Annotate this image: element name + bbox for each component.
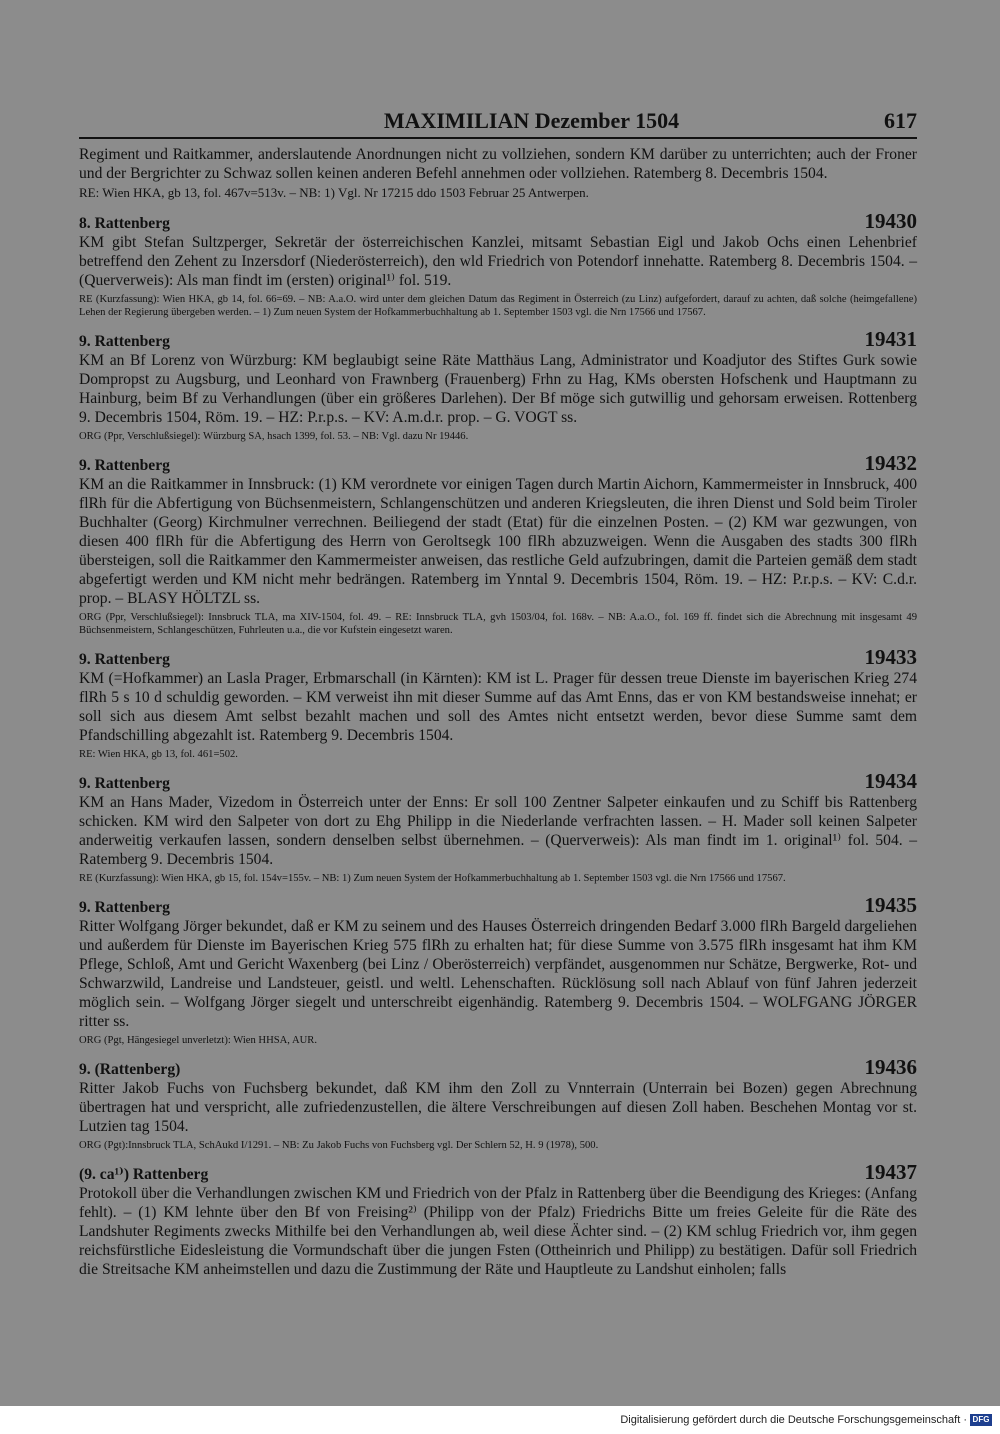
footer-text: Digitalisierung gefördert durch die Deutsche Forschungsgemeinschaft · xyxy=(620,1414,967,1426)
regest-entry xyxy=(79,647,917,761)
footer xyxy=(620,1414,992,1426)
entry-number: 19437 xyxy=(864,1160,917,1184)
entry-number: 19436 xyxy=(864,1055,917,1079)
page-content xyxy=(79,108,917,1279)
entry-header xyxy=(79,453,917,475)
regest-entry xyxy=(79,771,917,885)
entry-note: RE: Wien HKA, gb 13, fol. 461=502. xyxy=(79,749,238,760)
regest-entry xyxy=(79,453,917,637)
entry-number: 19434 xyxy=(864,769,917,793)
entry-header xyxy=(79,895,917,917)
regest-entry xyxy=(79,1057,917,1152)
entry-text: KM (=Hofkammer) an Lasla Prager, Erbmarschall (in Kärnten): KM ist L. Prager für dessen treue Dienste im bayerischen Krieg 274 flRh 5 s 10 d schuldig geworden. – KM verweist ihn mit dieser Summe auf das Amt Enns, das er von KM bestandsweise innehat; er soll sich aus diesem Amt selbst bezahlt machen und soll des Amtes nicht entsetzt werden, bevor diese Summe samt dem Pfandschilling abgezahlt ist. Ratemberg 9. Decembris 1504. xyxy=(79,670,917,744)
entry-list xyxy=(79,211,917,1279)
entry-number: 19433 xyxy=(864,645,917,669)
entry-note: RE (Kurzfassung): Wien HKA, gb 15, fol. 154v=155v. – NB: 1) Zum neuen System der Hofkammerbuchhaltung ab 1. September 1503 vgl. die Nrn 17566 und 17567. xyxy=(79,873,786,884)
entry-text: KM an die Raitkammer in Innsbruck: (1) KM verordnete vor einigen Tagen durch Martin Aichorn, Kammermeister in Innsbruck, 400 flRh für die Abfertigung von Büchsenmeistern, Schlangenschützen und anderen Kriegsleuten, die ihren Dienst und Sold beim Tiroler Buchhalter (Georg) Kirchmulner verrechnen. Beiliegend der stadt (Etat) für die einzelnen Posten. – (2) KM war gezwungen, von diesen 400 flRh für die Abfertigung des Herrn von Geroltsegk 100 flRh abzuzweigen. Wenn die Ausgaben des stadts 300 flRh übersteigen, soll die Raitkammer den Kammermeister anweisen, das restliche Geld aufzubringen, damit die Parteien gemäß dem stadt abgefertigt werden und KM nicht mehr bedrängen. Ratemberg im Ynntal 9. Decembris 1504, Röm. 19. – HZ: P.r.p.s. – KV: C.d.r. prop. – BLASY HÖLTZL ss. xyxy=(79,476,917,607)
entry-number: 19431 xyxy=(864,327,917,351)
regest-entry xyxy=(79,211,917,319)
entry-text: Ritter Wolfgang Jörger bekundet, daß er KM zu seinem und des Hauses Österreich dringenden Bedarf 3.000 flRh Bargeld dargeliehen und außerdem für Dienste im Bayerischen Krieg 575 flRh zu erhalten hat; für diese Summe von 3.575 flRh insgesamt hat ihm KM Pflege, Schloß, Amt und Gericht Waxenberg (bei Linz / Oberösterreich) verpfändet, ausgenommen nur Schätze, Bergwerke, Rot- und Schwarzwild, Landreise und Landsteuer, geistl. und weltl. Lehenschaften. Rücklösung soll nach Ablauf von fünf Jahren jederzeit möglich sein. – Wolfgang Jörger siegelt und unterschreibt eigenhändig. Ratemberg 9. Decembris 1504. – WOLFGANG JÖRGER ritter ss. xyxy=(79,918,917,1030)
entry-text: KM gibt Stefan Sultzperger, Sekretär der österreichischen Kanzlei, mitsamt Sebastian Eigl und Jakob Ochs einen Lehenbrief betreffend den Zehent zu Inzersdorf (Niederösterreich), den wld Friedrich von Potendorf innehatte. Ratemberg 8. Decembris 1504. – (Querverweis): Als man findt im (ersten) original¹⁾ fol. 519. xyxy=(79,234,917,289)
entry-header xyxy=(79,1057,917,1079)
entry-header xyxy=(79,647,917,669)
entry-header xyxy=(79,771,917,793)
entry-number: 19430 xyxy=(864,209,917,233)
entry-note: RE (Kurzfassung): Wien HKA, gb 14, fol. 66=69. – NB: A.a.O. wird unter dem gleichen Datum das Regiment in Österreich (zu Linz) aufgefordert, darauf zu achten, daß solche (heimgefallene) Lehen der Regierung übergeben werden. – 1) Zum neuen System der Hofkammerbuchhaltung ab 1. September 1503 vgl. die Nrn 17566 und 17567. xyxy=(79,294,917,318)
entry-text: KM an Bf Lorenz von Würzburg: KM beglaubigt seine Räte Matthäus Lang, Administrator und Koadjutor des Stiftes Gurk sowie Dompropst zu Augsburg, und Leonhard von Frawnberg (Frauenberg) Frhn zu Hag, KMs obersten Hofschenk und Hauptmann zu Hainburg, beim Bf zu Verhandlungen (über ein größeres Darlehen). Der Bf möge sich gutwillig und gehorsam erweisen. Rottenberg 9. Decembris 1504, Röm. 19. – HZ: P.r.p.s. – KV: A.m.d.r. prop. – G. VOGT ss. xyxy=(79,352,917,426)
entry-date: 9. Rattenberg xyxy=(79,899,170,916)
entry-text: KM an Hans Mader, Vizedom in Österreich unter der Enns: Er soll 100 Zentner Salpeter einkaufen und zu Schiff bis Rattenberg schicken. KM wird den Salpeter von dort zu Ehg Philipp in die Niederlande verfrachten lassen. – H. Mader soll keinen Salpeter anderweitig verkaufen lassen, sondern denselben selbst übernehmen. – (Querverweis): Als man findt im 1. original¹⁾ fol. 504. – Ratemberg 9. Decembris 1504. xyxy=(79,794,917,868)
entry-date: (9. ca¹⁾) Rattenberg xyxy=(79,1166,209,1183)
page-title: MAXIMILIAN Dezember 1504 xyxy=(383,108,680,133)
intro-text: Regiment und Raitkammer, anderslautende Anordnungen nicht zu vollziehen, sondern KM darüber zu unterrichten; auch der Froner und der Bergrichter zu Schwaz sollen keinen anderen Befehl annehmen oder vollziehen. Ratemberg 8. Decembris 1504. xyxy=(79,146,917,182)
entry-date: 9. Rattenberg xyxy=(79,333,170,350)
entry-date: 9. Rattenberg xyxy=(79,457,170,474)
entry-text: Protokoll über die Verhandlungen zwischen KM und Friedrich von der Pfalz in Rattenberg über die Beendigung des Krieges: (Anfang fehlt). – (1) KM lehnte über den Bf von Freising²⁾ (Philipp von der Pfalz) Friedrichs Bitte um freies Geleite für die Räte des Landshuter Regiments zwecks Mithilfe bei den Verhandlungen ab, weil diese Ächter sind. – (2) KM schlug Friedrich vor, ihm gegen reichsfürstliche Eidesleistung die Vormundschaft über die jungen Fsten (Ottheinrich und Philipp) zu bestätigen. Dafür soll Friedrich die Streitsache KM anheimstellen und dazu die Zustimmung der Räte und Hauptleute zu Landshut einholen; falls xyxy=(79,1185,917,1278)
entry-date: 9. Rattenberg xyxy=(79,775,170,792)
entry-header xyxy=(79,1162,917,1184)
page-number: 617 xyxy=(884,108,917,133)
intro-note: RE: Wien HKA, gb 13, fol. 467v=513v. – NB: 1) Vgl. Nr 17215 ddo 1503 Februar 25 Antwerpen. xyxy=(79,185,589,200)
entry-date: 9. (Rattenberg) xyxy=(79,1061,181,1078)
entry-header xyxy=(79,211,917,233)
dfg-logo: DFG xyxy=(970,1414,992,1426)
entry-header xyxy=(79,329,917,351)
entry-note: ORG (Ppr, Verschlußsiegel): Würzburg SA, hsach 1399, fol. 53. – NB: Vgl. dazu Nr 19446. xyxy=(79,431,469,442)
entry-note: ORG (Pgt, Hängesiegel unverletzt): Wien HHSA, AUR. xyxy=(79,1035,317,1046)
entry-date: 8. Rattenberg xyxy=(79,215,170,232)
entry-date: 9. Rattenberg xyxy=(79,651,170,668)
regest-entry xyxy=(79,329,917,443)
regest-entry xyxy=(79,1162,917,1279)
entry-number: 19435 xyxy=(864,893,917,917)
entry-number: 19432 xyxy=(864,451,917,475)
entry-text: Ritter Jakob Fuchs von Fuchsberg bekundet, daß KM ihm den Zoll zu Vnnterrain (Unterrain bei Bozen) gegen Abrechnung übertragen hat und verspricht, alle zufriedenzustellen, die ältere Verschreibungen auf diesen Zoll haben. Beschehen Montag vor st. Lutzien tag 1504. xyxy=(79,1080,917,1135)
running-header xyxy=(79,108,917,139)
entry-note: ORG (Ppr, Verschlußsiegel): Innsbruck TLA, ma XIV-1504, fol. 49. – RE: Innsbruck TLA, gvh 1503/04, fol. 168v. – NB: A.a.O., fol. 169 ff. findet sich die Abrechnung mit insgesamt 49 Büchsenmeistern, Schlangeschützen, Fuhrleuten u.a., die vor Kufstein eingesetzt waren. xyxy=(79,612,917,636)
entry-note: ORG (Pgt):Innsbruck TLA, SchAukd I/1291. – NB: Zu Jakob Fuchs von Fuchsberg vgl. Der Schlern 52, H. 9 (1978), 500. xyxy=(79,1140,599,1151)
regest-entry xyxy=(79,895,917,1047)
